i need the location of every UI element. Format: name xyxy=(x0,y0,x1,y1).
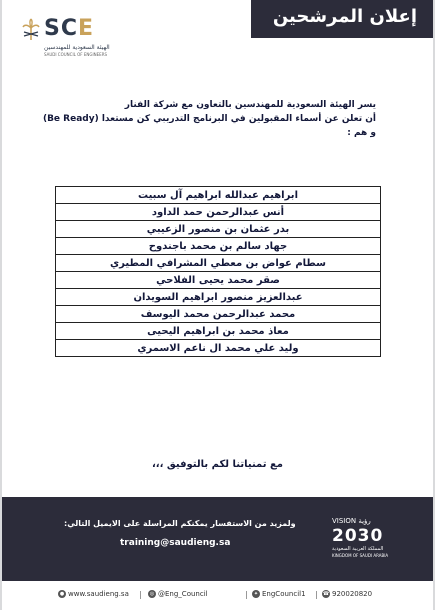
table-row xyxy=(56,255,381,272)
candidates-table xyxy=(55,186,381,357)
contact-instructions: ولمزيد من الاستفسار يمكنكم المراسلة على الايميل التالي: xyxy=(64,519,296,528)
divider xyxy=(316,591,317,599)
table-row xyxy=(56,204,381,221)
logo-english-name: SAUDI COUNCIL OF ENGINEERS xyxy=(44,52,108,57)
candidate-name: ابراهيم عبدالله ابراهيم آل سبيت xyxy=(56,187,381,204)
candidate-name: عبدالعزيز منصور ابراهيم السويدان xyxy=(56,289,381,306)
contact-email-link[interactable]: training@saudieng.sa xyxy=(120,538,231,548)
social-links-bar xyxy=(2,588,433,604)
phone-icon: ☎ xyxy=(322,591,330,597)
table-row xyxy=(56,238,381,255)
globe-icon: ● xyxy=(59,591,65,597)
page-title: إعلان المرشحين xyxy=(272,6,417,27)
divider xyxy=(140,591,141,599)
website-link[interactable]: ● www.saudieng.sa xyxy=(59,590,129,598)
logo-wordmark: SCE xyxy=(44,16,95,41)
intro-line-2: أن تعلن عن أسماء المقبولين في البرنامج التدريبي كن مستعدا (Be Ready) xyxy=(42,114,376,124)
twitter-link[interactable]: ✦ EngCouncil1 xyxy=(253,590,306,598)
intro-line-1: يسر الهيئة السعودية للمهندسين بالتعاون مع شركة الفنار xyxy=(124,100,376,110)
candidate-name: محمد عبدالرحمن محمد اليوسف xyxy=(56,306,381,323)
candidate-name: جهاد سالم بن محمد باجندوح xyxy=(56,238,381,255)
closing-wishes: مع تمنياتنا لكم بالتوفيق ،،، xyxy=(152,459,283,470)
announcement-page xyxy=(2,0,433,610)
candidate-name: صقر محمد يحيى الفلاحي xyxy=(56,272,381,289)
footer-band xyxy=(2,497,433,581)
candidate-name: وليد علي محمد ال ناعم الاسمري xyxy=(56,340,381,357)
candidate-name: معاذ محمد بن ابراهيم اليحيى xyxy=(56,323,381,340)
phone-link[interactable]: ☎ 920020820 xyxy=(322,590,373,598)
table-row xyxy=(56,340,381,357)
table-row xyxy=(56,323,381,340)
instagram-link[interactable]: ◎ @Eng_Council xyxy=(149,590,208,598)
twitter-icon: ✦ xyxy=(253,591,259,597)
table-row xyxy=(56,306,381,323)
table-row xyxy=(56,187,381,204)
sce-logo xyxy=(22,16,114,60)
intro-line-3: و هم : xyxy=(347,128,376,138)
intro-paragraph xyxy=(36,98,376,140)
table-row xyxy=(56,289,381,306)
instagram-icon: ◎ xyxy=(149,591,155,597)
candidate-name: سطام عواض بن معطي المشرافي المطيري xyxy=(56,255,381,272)
header-banner xyxy=(251,0,433,38)
divider xyxy=(246,591,247,599)
table-row xyxy=(56,221,381,238)
palm-emblem-icon xyxy=(22,18,40,42)
candidate-name: بدر عثمان بن منصور الزعيبي xyxy=(56,221,381,238)
table-row xyxy=(56,272,381,289)
candidate-name: أنس عبدالرحمن حمد الداود xyxy=(56,204,381,221)
logo-arabic-name: الهيئة السعودية للمهندسين xyxy=(44,44,110,51)
vision-2030-logo: VISION رؤية 2030 المملكة العربية السعودية KINGDOM OF SAUDI ARABIA xyxy=(332,517,389,558)
